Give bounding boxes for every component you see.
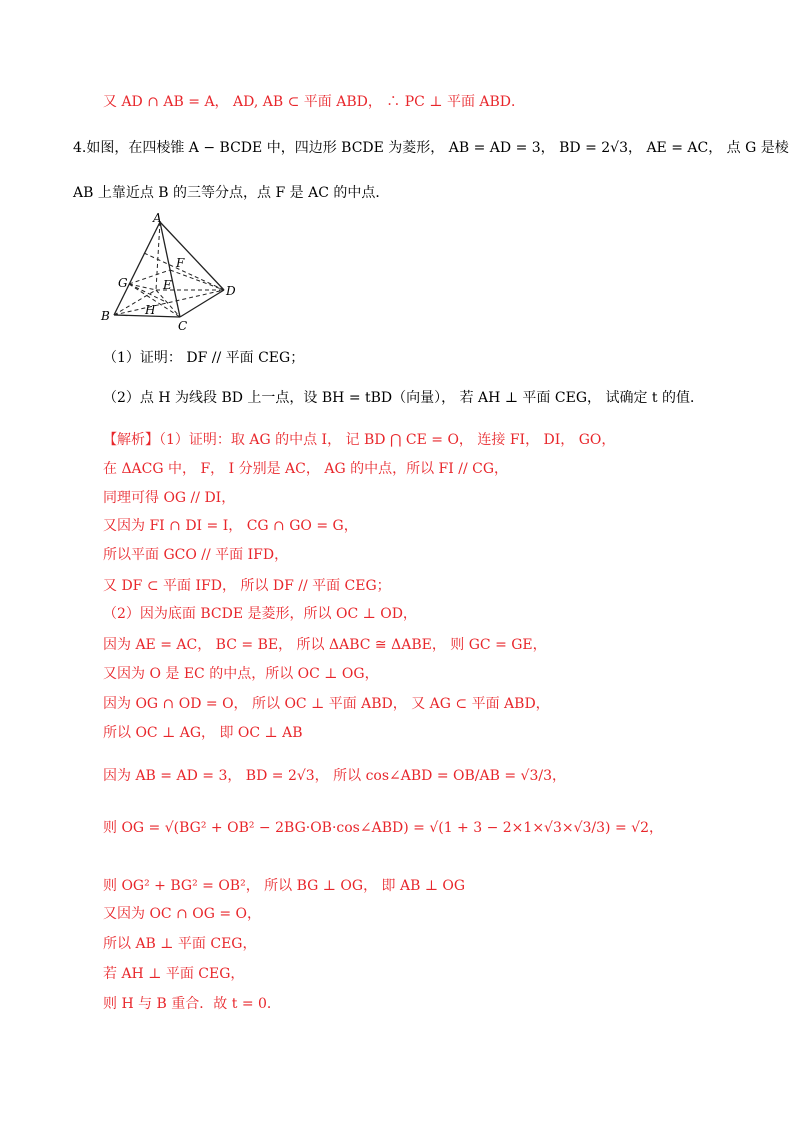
label-b: B: [101, 309, 110, 323]
line-19: 则 OG² + BG² = OB²， 所以 BG ⊥ OG， 即 AB ⊥ OG: [103, 878, 466, 894]
line-22: 若 AH ⊥ 平面 CEG，: [103, 966, 245, 982]
line-2: 4.如图，在四棱锥 A − BCDE 中，四边形 BCDE 为菱形， AB = AD = 3， BD = 2√3， AE = AC， 点 G 是棱: [73, 140, 789, 156]
line-14: 又因为 O 是 EC 的中点，所以 OC ⊥ OG，: [103, 666, 379, 682]
line-10: 所以平面 GCO // 平面 IFD，: [103, 547, 289, 563]
label-h: H: [145, 303, 156, 317]
line-3: AB 上靠近点 B 的三等分点，点 F 是 AC 的中点．: [73, 185, 390, 201]
line-7: 在 ΔACG 中， F， I 分别是 AC， AG 的中点，所以 FI // CG，: [103, 461, 509, 477]
label-c: C: [178, 319, 188, 333]
label-a: A: [153, 211, 162, 225]
line-18: 则 OG = √(BG² + OB² − 2BG·OB·cos∠ABD) = √(1 + 3 − 2×1×√3×√3/3) = √2，: [103, 820, 663, 836]
line-8: 同理可得 OG // DI，: [103, 490, 236, 506]
line-12: （2）因为底面 BCDE 是菱形，所以 OC ⊥ OD，: [103, 606, 417, 622]
label-f: F: [176, 256, 185, 270]
label-g: G: [118, 276, 128, 290]
line-1: 又 AD ∩ AB = A， AD, AB ⊂ 平面 ABD， ∴ PC ⊥ 平面 ABD．: [103, 94, 526, 110]
label-d: D: [226, 284, 236, 298]
line-4: （1）证明： DF // 平面 CEG；: [103, 350, 305, 366]
line-15: 因为 OG ∩ OD = O， 所以 OC ⊥ 平面 ABD， 又 AG ⊂ 平面 ABD，: [103, 696, 550, 712]
line-23: 则 H 与 B 重合．故 t = 0．: [103, 996, 281, 1012]
label-e: E: [163, 278, 172, 292]
line-21: 所以 AB ⊥ 平面 CEG，: [103, 936, 257, 952]
line-20: 又因为 OC ∩ OG = O，: [103, 906, 262, 922]
line-9: 又因为 FI ∩ DI = I， CG ∩ GO = G，: [103, 518, 358, 534]
line-5: （2）点 H 为线段 BD 上一点，设 BH = tBD（向量）， 若 AH ⊥ 平面 CEG， 试确定 t 的值．: [103, 390, 704, 406]
line-17: 因为 AB = AD = 3， BD = 2√3， 所以 cos∠ABD = OB/AB = √3/3，: [103, 768, 566, 784]
line-11: 又 DF ⊂ 平面 IFD， 所以 DF // 平面 CEG；: [103, 578, 391, 594]
line-16: 所以 OC ⊥ AG， 即 OC ⊥ AB: [103, 725, 303, 741]
line-6: 【解析】（1）证明：取 AG 的中点 I， 记 BD ⋂ CE = O， 连接 FI， DI， GO，: [103, 432, 616, 448]
line-13: 因为 AE = AC， BC = BE， 所以 ΔABC ≅ ΔABE， 则 GC = GE，: [103, 637, 547, 653]
pyramid-figure: [98, 210, 248, 335]
